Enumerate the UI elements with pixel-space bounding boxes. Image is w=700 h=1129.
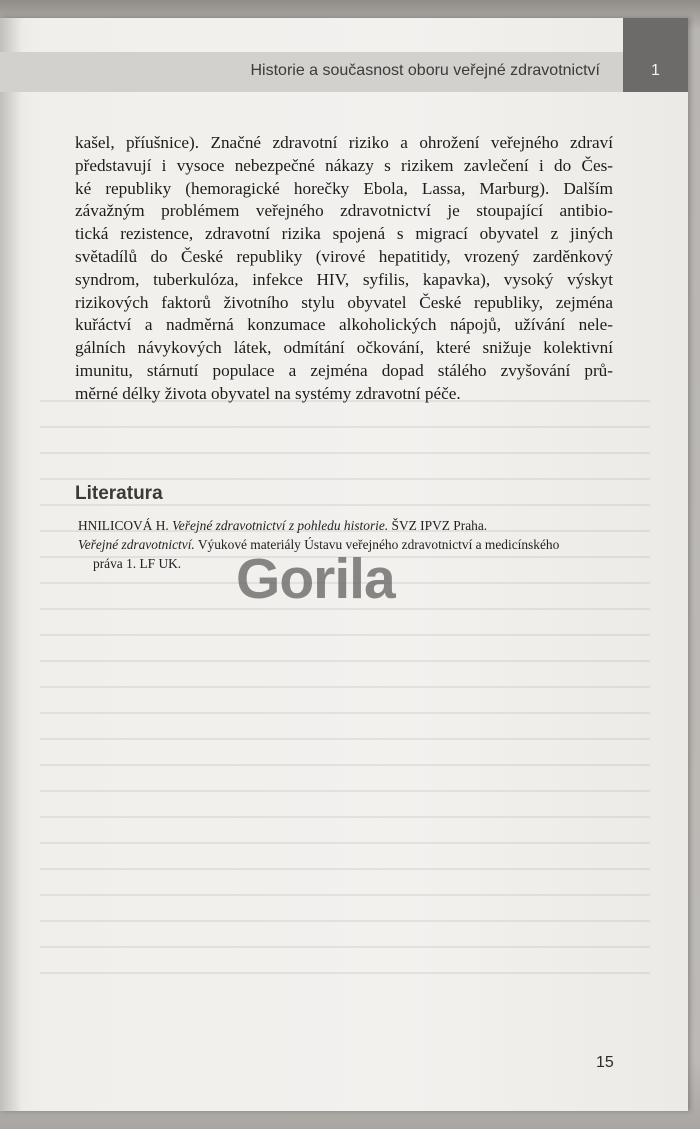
page-gutter-shadow — [0, 18, 22, 1111]
running-header-title: Historie a současnost oboru veřejné zdravotnictví — [250, 62, 600, 79]
book-page — [0, 18, 688, 1111]
body-line: představují i vysoce nebezpečné nákazy s rizikem zavlečení i do Čes- — [75, 155, 613, 175]
body-line: syndrom, tuberkulóza, infekce HIV, syfilis, kapavka), vysoký výskyt — [75, 269, 613, 289]
body-line: rizikových faktorů životního stylu obyvatel České republiky, zejména — [75, 292, 613, 312]
reference-item — [78, 516, 618, 535]
reference-title: Veřejné zdravotnictví z pohledu historie. — [172, 518, 389, 533]
body-line: závažným problémem veřejného zdravotnictví je stoupající antibio- — [75, 201, 613, 221]
body-line: kašel, příušnice). Značné zdravotní riziko a ohrožení veřejného zdraví — [75, 133, 613, 152]
reference-title: Veřejné zdravotnictví. — [78, 537, 195, 552]
chapter-number: 1 — [651, 62, 660, 79]
show-through-text — [40, 388, 650, 998]
watermark-logo: Gorila — [236, 547, 395, 611]
page-number: 15 — [596, 1054, 614, 1071]
reference-author: HNILICOVÁ H. — [78, 518, 173, 533]
body-line: imunitu, stárnutí populace a zejména dopad stálého zvyšování prů- — [75, 360, 613, 380]
reference-continuation: práva 1. LF UK. — [93, 556, 182, 571]
body-line: ké republiky (hemoragické horečky Ebola, Lassa, Marburg). Dalším — [75, 178, 613, 198]
body-line: měrné délky života obyvatel na systémy zdravotní péče. — [75, 383, 461, 403]
body-paragraph — [75, 132, 613, 406]
body-line: světadílů do České republiky (virové hepatitidy, vrozený zarděnkový — [75, 246, 613, 266]
body-line: kuřáctví a nadměrná konzumace alkoholických nápojů, užívání nele- — [75, 315, 613, 335]
reference-description: Výukové materiály Ústavu veřejného zdravotnictví a medicínského — [194, 537, 560, 552]
chapter-tab — [623, 18, 688, 92]
body-line: tická rezistence, zdravotní rizika spojená s migrací obyvatel z jiných — [75, 224, 613, 244]
body-line: gálních návykových látek, odmítání očkování, které snižuje kolektivní — [75, 338, 613, 358]
reference-publisher: ŠVZ IPVZ Praha. — [388, 518, 488, 533]
literatura-heading: Literatura — [75, 483, 163, 504]
